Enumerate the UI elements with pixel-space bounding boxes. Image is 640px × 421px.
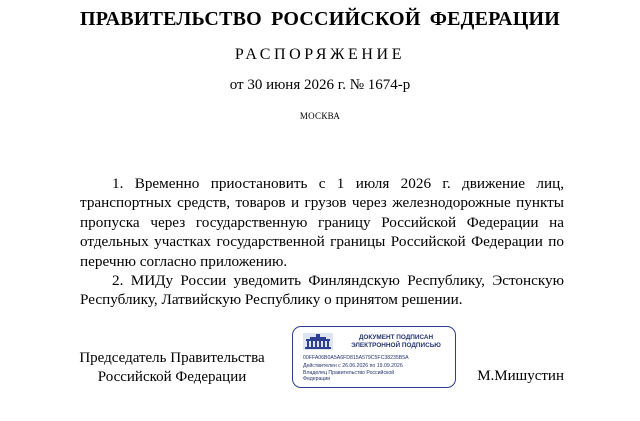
paragraph-2: 2. МИДу России уведомить Финляндскую Республику, Эстонскую Республику, Латвийскую Республику о принятом решении. (80, 272, 564, 309)
stamp-title (341, 334, 451, 350)
electronic-signature-stamp (292, 326, 456, 388)
document-body (80, 174, 564, 310)
signatory-position (52, 349, 292, 387)
stamp-certificate: 00FFA06B0A5A6FD815A579C5FC38235B5A (303, 355, 409, 361)
stamp-owner-line-2: Федерации (303, 376, 331, 382)
government-building-icon (303, 333, 333, 350)
stamp-title-line-1: ДОКУМЕНТ ПОДПИСАН (358, 334, 434, 341)
signatory-position-line-2: Российской Федерации (97, 369, 247, 385)
paragraph-1: 1. Временно приостановить с 1 июля 2026 г. движение лиц, транспортных средств, товаров и грузов через железнодорожные пункты пропуска через государственную границу Российской Федерации на отдельных участках государственной границы Российской Федерации по перечню согласно приложению. (80, 175, 564, 270)
stamp-validity: Действителен с 26.06.2026 по 19.09.2026 (303, 363, 403, 369)
document-date-number: от 30 июня 2026 г. № 1674-р (229, 77, 411, 93)
signatory-position-line-1: Председатель Правительства (79, 350, 265, 366)
stamp-owner-line-1: Владелец Правительство Российской (303, 370, 395, 376)
stamp-title-line-2: ЭЛЕКТРОННОЙ ПОДПИСЬЮ (351, 342, 441, 349)
document-type: РАСПОРЯЖЕНИЕ (234, 46, 406, 63)
signer-name: М.Мишустин (477, 368, 564, 384)
government-title: ПРАВИТЕЛЬСТВО РОССИЙСКОЙ ФЕДЕРАЦИИ (80, 8, 560, 30)
document-place: МОСКВА (299, 111, 341, 121)
